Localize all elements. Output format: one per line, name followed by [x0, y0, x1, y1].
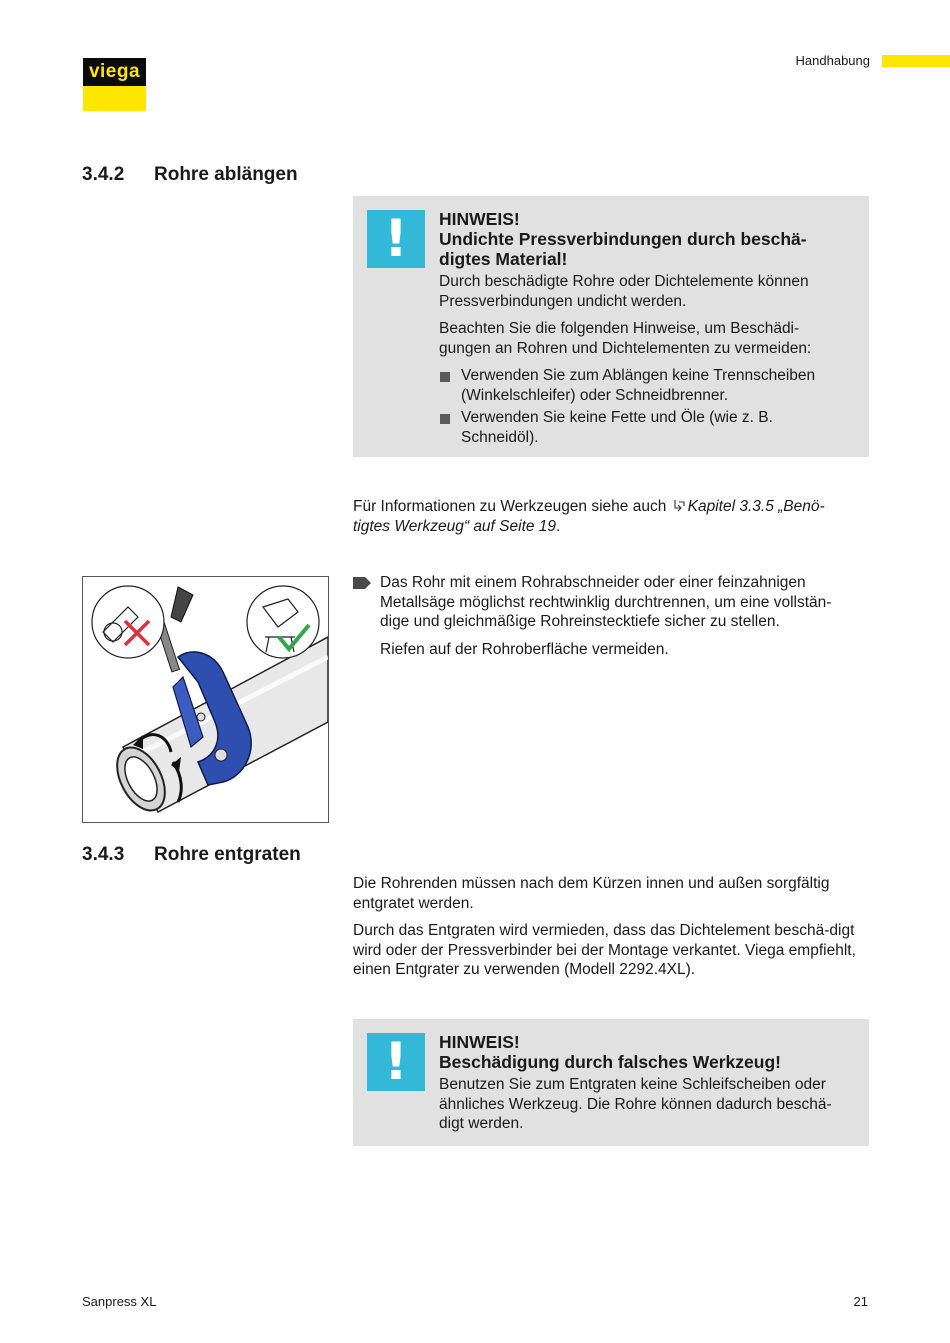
exclamation-icon: !: [367, 210, 425, 268]
viega-logo: [83, 58, 146, 86]
arrow-bullet-icon: [353, 577, 371, 589]
notice-label: HINWEIS!: [439, 209, 520, 229]
notice-label: HINWEIS!: [439, 1032, 520, 1052]
notice-text: [439, 1075, 849, 1134]
link-pointer-icon: [673, 499, 686, 512]
instruction-note: Riefen auf der Rohroberfläche vermeiden.: [380, 640, 669, 658]
reference-prefix: Für Informationen zu Werkzeugen siehe auch: [353, 498, 667, 515]
notice-body: [439, 209, 849, 450]
footer-product: Sanpress XL: [82, 1294, 157, 1309]
exclamation-icon: !: [367, 1033, 425, 1091]
notice-title: Beschädigung durch falsches Werkzeug!: [439, 1052, 781, 1072]
notice-text: [439, 272, 849, 447]
notice-box-leak: [353, 196, 869, 457]
notice-list: [439, 366, 849, 447]
reference-suffix: .: [556, 517, 561, 535]
notice-body: [439, 1032, 849, 1142]
notice-title: Undichte Pressverbindungen durch beschä-digtes Material!: [439, 229, 807, 269]
pipe-cutter-illustration: [83, 577, 328, 822]
paragraph: Die Rohrenden müssen nach dem Kürzen innen und außen sorgfältig entgratet werden.: [353, 875, 830, 912]
pipe-cutter-figure: [82, 576, 329, 823]
instruction-text: Das Rohr mit einem Rohrabschneider oder einer feinzahnigen Metallsäge möglichst rechtwinklig durchtrennen, um eine vollstän-dige und gleichmäßige Rohreinstecktiefe sicher zu stellen.: [380, 574, 832, 630]
paragraph: Durch das Entgraten wird vermieden, dass das Dichtelement beschä-digt wird oder der Pressverbinder bei der Montage verkantet. Viega empfiehlt, einen Entgrater zu verwenden (Modell 2292.4XL).: [353, 922, 856, 978]
section-heading-3-4-2: [82, 164, 482, 188]
logo-yellow-bar: [83, 86, 146, 111]
notice-list-item: Verwenden Sie keine Fette und Öle (wie z. B. Schneidöl).: [439, 408, 849, 447]
section-heading-3-4-3: [82, 844, 482, 868]
notice-paragraph: Beachten Sie die folgenden Hinweise, um Beschädi-gungen an Rohren und Dichtelementen zu vermeiden:: [439, 320, 812, 357]
section-title: Rohre ablängen: [154, 164, 298, 185]
deburring-text: [353, 874, 858, 988]
notice-box-wrong-tool: [353, 1019, 869, 1146]
notice-list-item: Verwenden Sie zum Ablängen keine Trennscheiben (Winkelschleifer) oder Schneidbrenner.: [439, 366, 849, 405]
notice-paragraph: Durch beschädigte Rohre oder Dichtelemente können Pressverbindungen undicht werden.: [439, 273, 809, 310]
notice-paragraph: Benutzen Sie zum Entgraten keine Schleifscheiben oder ähnliches Werkzeug. Die Rohre können dadurch beschä-digt werden.: [439, 1076, 832, 1132]
header-yellow-marker: [882, 55, 950, 67]
instruction-block: [380, 573, 860, 667]
chapter-link[interactable]: Kapitel 3.3.5 „Benö-tigtes Werkzeug“ auf Seite 19: [353, 498, 825, 535]
section-number: 3.4.2: [82, 164, 125, 185]
logo-text: viega: [88, 61, 141, 82]
page-number: 21: [853, 1294, 868, 1309]
section-title: Rohre entgraten: [154, 844, 301, 865]
header-section-label: Handhabung: [795, 53, 870, 68]
section-number: 3.4.3: [82, 844, 125, 865]
tools-reference: [353, 497, 853, 536]
